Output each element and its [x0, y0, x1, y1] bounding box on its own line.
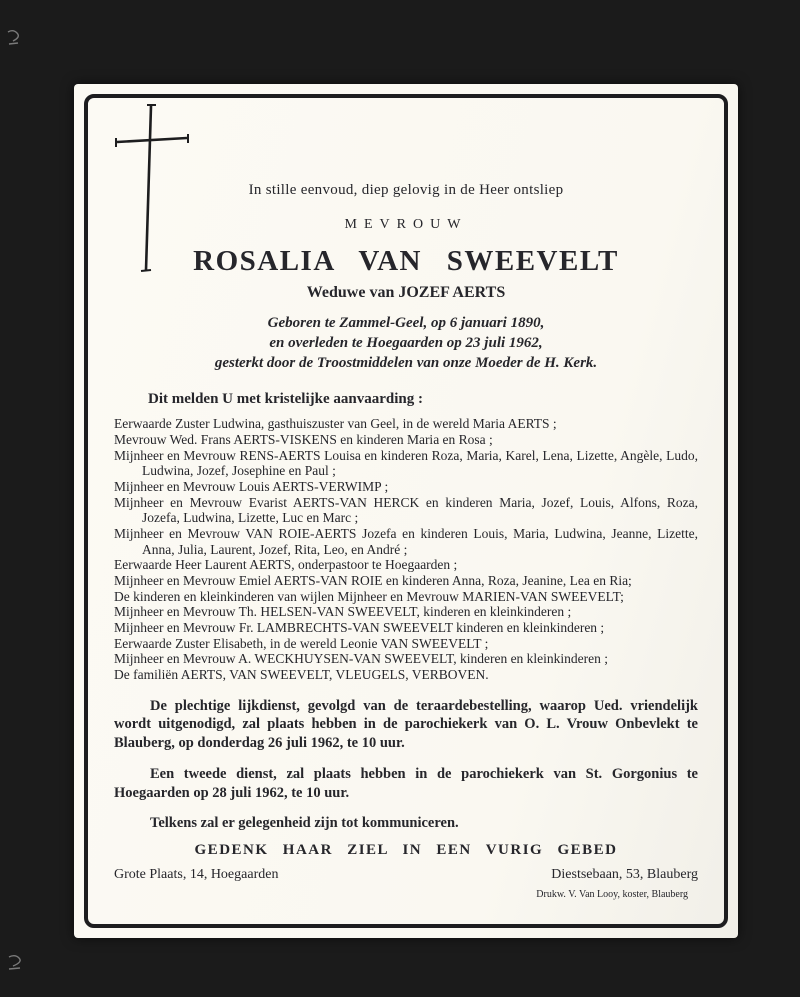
family-item: Mijnheer en Mevrouw Louis AERTS-VERWIMP ; — [114, 479, 389, 495]
scan-artifact-icon — [5, 28, 23, 48]
family-item: Mijnheer en Mevrouw Th. HELSEN-VAN SWEEVELT, kinderen en kleinkinderen ; — [114, 604, 572, 620]
family-item: De kinderen en kleinkinderen van wijlen Mijnheer en Mevrouw MARIEN-VAN SWEEVELT; — [114, 588, 624, 604]
address-row — [114, 867, 698, 883]
communion-line: Telkens zal er gelegenheid zijn tot kommuniceren. — [150, 814, 459, 831]
service-paragraph-first: De plechtige lijkdienst, gevolgd van de teraardebestelling, waarop Ued. vriendelijk wordt uitgenodigd, zal plaats hebben in de parochiekerk van O. L. Vrouw Onbevlekt te Blauberg, op donderdag 26 juli 1962, te 10 uur. — [114, 697, 698, 752]
family-item: Mijnheer en Mevrouw VAN ROIE-AERTS Jozefa en kinderen Louis, Maria, Ludwina, Jeanne, Lizette, Anna, Julia, Laurent, Jozef, Rita, Leo, en André ; — [114, 525, 698, 557]
honorific-title: MEVROUW — [344, 217, 468, 232]
life-dates — [114, 314, 698, 373]
family-item: De familiën AERTS, VAN SWEEVELT, VLEUGELS, VERBOVEN. — [114, 666, 489, 682]
birth-line: Geboren te Zammel-Geel, op 6 januari 1890, — [267, 315, 545, 331]
sacraments-line: gesterkt door de Troostmiddelen van onze Moeder de H. Kerk. — [214, 354, 598, 371]
card-frame — [84, 94, 728, 928]
family-item: Mijnheer en Mevrouw Evarist AERTS-VAN HERCK en kinderen Maria, Jozef, Louis, Alfons, Roza, Jozefa, Ludwina, Lizette, Luc en Marc ; — [114, 494, 698, 526]
family-item: Mijnheer en Mevrouw Emiel AERTS-VAN ROIE en kinderen Anna, Roza, Jeanine, Lea en Ria; — [114, 572, 632, 588]
family-item: Eerwaarde Zuster Elisabeth, in de wereld Leonie VAN SWEEVELT ; — [114, 635, 489, 651]
deceased-name: ROSALIA VAN SWEEVELT — [193, 245, 619, 277]
latin-cross-icon — [110, 102, 190, 274]
prayer-line: GEDENK HAAR ZIEL IN EEN VURIG GEBED — [194, 841, 618, 858]
intro-line: In stille eenvoud, diep gelovig in de Heer ontsliep — [248, 182, 564, 198]
family-item: Eerwaarde Zuster Ludwina, gasthuiszuster van Geel, in de wereld Maria AERTS ; — [114, 416, 557, 432]
printer-credit: Drukw. V. Van Looy, koster, Blauberg — [536, 888, 688, 900]
address-left: Grote Plaats, 14, Hoegaarden — [114, 866, 279, 882]
family-item: Mijnheer en Mevrouw Fr. LAMBRECHTS-VAN SWEEVELT kinderen en kleinkinderen ; — [114, 619, 605, 635]
service-paragraph-second: Een tweede dienst, zal plaats hebben in de parochiekerk van St. Gorgonius te Hoegaarden op 28 juli 1962, te 10 uur. — [114, 766, 698, 801]
announcement-line: Dit melden U met kristelijke aanvaarding : — [148, 391, 423, 408]
family-list — [114, 416, 698, 682]
family-item: Mevrouw Wed. Frans AERTS-VISKENS en kinderen Maria en Rosa ; — [114, 432, 493, 448]
family-item: Mijnheer en Mevrouw RENS-AERTS Louisa en kinderen Roza, Maria, Karel, Lena, Lizette, Angèle, Ludo, Ludwina, Jozef, Josephine en Paul ; — [114, 447, 698, 479]
family-item: Mijnheer en Mevrouw A. WECKHUYSEN-VAN SWEEVELT, kinderen en kleinkinderen ; — [114, 651, 609, 667]
family-item: Eerwaarde Heer Laurent AERTS, onderpastoor te Hoegaarden ; — [114, 557, 458, 573]
widow-line: Weduwe van JOZEF AERTS — [306, 284, 506, 301]
memorial-card — [74, 84, 738, 938]
death-line: en overleden te Hoegaarden op 23 juli 1962, — [269, 334, 543, 351]
address-right: Diestsebaan, 53, Blauberg — [551, 866, 698, 882]
scan-artifact-icon — [6, 952, 24, 972]
